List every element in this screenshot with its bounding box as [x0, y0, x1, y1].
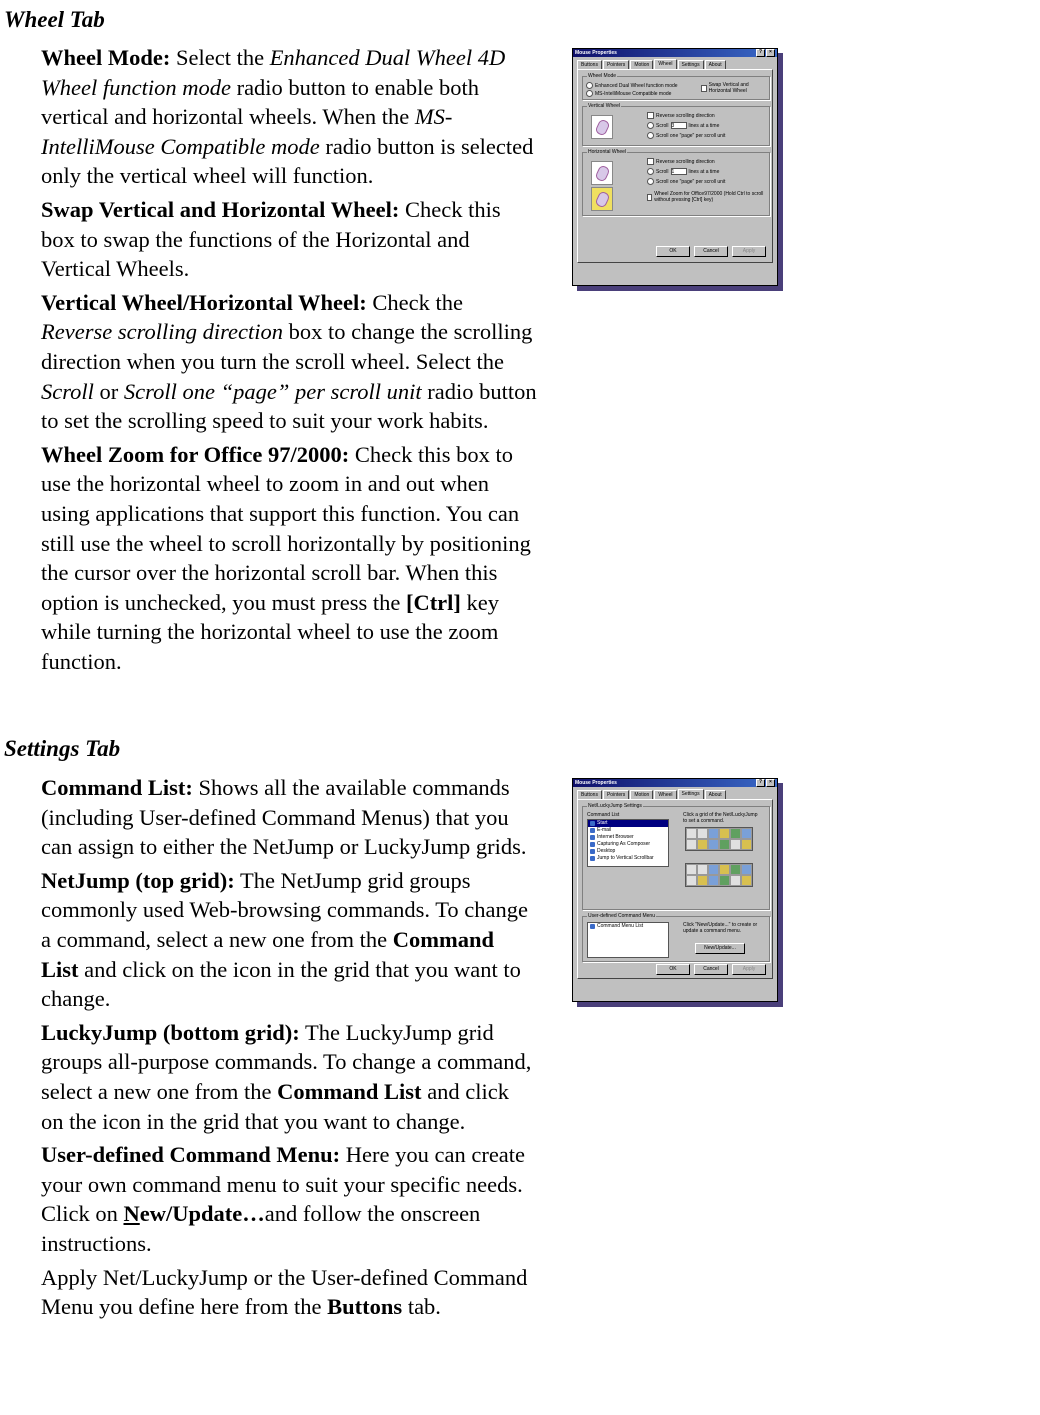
page-vertical-radio[interactable]: Scroll one "page" per scroll unit [647, 132, 725, 139]
luckyjump-grid[interactable] [685, 863, 753, 887]
menu-icon [590, 924, 595, 929]
bold-run: N [123, 1201, 140, 1227]
italic-run: Reverse scrolling direction [41, 319, 284, 345]
text-run: radio button to set the scrolling speed to suit your work habits. [41, 378, 537, 434]
italic-run: Scroll one “page” per scroll unit [123, 378, 422, 404]
text-run: Check this box to swap the functions of the Horizontal and Vertical Wheels. [41, 196, 501, 282]
bold-run: Wheel Zoom for Office 97/2000: [41, 441, 350, 467]
window-title: Mouse Properties [575, 50, 617, 56]
scroll-vertical-radio[interactable]: Scroll 3 lines at a time [647, 122, 719, 129]
tab-settings[interactable]: Settings [678, 60, 704, 69]
bold-run: Command List [277, 1078, 422, 1104]
window-title: Mouse Properties [575, 780, 617, 786]
italic-run: Scroll [41, 378, 94, 404]
paragraph [41, 43, 537, 191]
text-run: Here you can create your own command menu to suit your specific needs. Click on [41, 1142, 526, 1227]
text-run: The NetJump grid groups commonly used Web-browsing commands. To change a command, select a new one from the [41, 867, 528, 952]
bold-run: Swap Vertical and Horizontal Wheel: [41, 196, 400, 222]
tab-settings[interactable]: Settings [678, 789, 704, 799]
bold-run: Wheel Mode: [41, 45, 171, 70]
wheel-tab-text [41, 43, 537, 680]
paragraph [41, 866, 537, 1014]
tab-motion[interactable]: Motion [630, 60, 653, 69]
horizontal-lines-field[interactable]: 1 [671, 168, 687, 175]
wheel-tab-screenshot [572, 48, 778, 286]
text-run: box to change the scrolling direction when you turn the scroll wheel. Select the [41, 319, 533, 374]
cancel-button[interactable]: Cancel [694, 246, 728, 257]
wheel-mode-group [582, 73, 770, 100]
paragraph [41, 195, 537, 284]
reverse-vertical-check[interactable]: Reverse scrolling direction [647, 112, 715, 119]
paragraph [41, 1140, 537, 1258]
horizontal-wheel-group [582, 149, 770, 216]
user-menu-hint: Click "New/Update..." to create or update a command menu. [683, 922, 758, 934]
user-menu-label: User-defined Command Menu [588, 913, 655, 919]
text-run: Apply Net/LuckyJump or the User-defined Command Menu you define here from the [41, 1264, 528, 1320]
wheel-zoom-check[interactable]: Wheel Zoom for Office97/2000 (Hold Ctrl to scroll without pressing [Ctrl] key) [647, 191, 765, 203]
text-run: Shows all the available commands (including User-defined Command Menus) that you can assign to either the NetJump or LuckyJump grids. [41, 775, 527, 860]
ms-mode-radio[interactable]: MS-IntelliMouse Compatible mode [586, 90, 671, 97]
command-icon [590, 856, 595, 861]
window-titlebar [573, 779, 777, 787]
bold-run: Vertical Wheel/Horizontal Wheel: [41, 289, 367, 315]
text-run: radio button to enable both vertical and horizontal wheels. When the [41, 74, 480, 130]
bold-run: ew/Update… [139, 1201, 265, 1227]
tab-strip [573, 57, 777, 69]
command-icon [590, 828, 595, 833]
bold-run: Buttons [327, 1294, 403, 1320]
settings-tab-text [41, 773, 537, 1326]
vertical-lines-field[interactable]: 3 [671, 122, 687, 129]
reverse-horizontal-check[interactable]: Reverse scrolling direction [647, 158, 715, 165]
close-icon[interactable]: × [766, 49, 775, 57]
window-titlebar [573, 49, 777, 57]
list-item[interactable]: Desktop [588, 848, 668, 855]
vertical-wheel-label: Vertical Wheel [588, 103, 620, 109]
list-item[interactable]: E-mail [588, 827, 668, 834]
text-run: or [93, 378, 124, 404]
settings-tab-heading: Settings Tab [4, 736, 121, 761]
list-item[interactable]: Jump to Vertical Scrollbar [588, 855, 668, 862]
text-run: and follow the onscreen instructions. [41, 1201, 481, 1256]
horizontal-wheel-label: Horizontal Wheel [588, 149, 627, 155]
tab-buttons[interactable]: Buttons [577, 790, 602, 799]
text-run: key while turning the horizontal wheel to use the zoom function. [41, 589, 500, 674]
apply-button[interactable]: Apply [732, 246, 766, 257]
list-item[interactable]: Command Menu List [588, 923, 668, 930]
tab-pointers[interactable]: Pointers [603, 790, 629, 799]
paragraph [41, 288, 537, 436]
tab-pointers[interactable]: Pointers [603, 60, 629, 69]
bold-run: LuckyJump (bottom grid): [41, 1019, 300, 1045]
cancel-button[interactable]: Cancel [694, 964, 728, 975]
bold-run: [Ctrl] [405, 589, 461, 615]
enhanced-mode-radio[interactable]: Enhanced Dual Wheel function mode [586, 82, 678, 89]
tab-wheel[interactable]: Wheel [654, 59, 676, 69]
page-horizontal-radio[interactable]: Scroll one "page" per scroll unit [647, 178, 725, 185]
vertical-wheel-group [582, 103, 770, 146]
help-icon[interactable]: ? [756, 49, 765, 57]
user-menu-group [582, 913, 770, 962]
netjump-grid[interactable] [685, 827, 753, 851]
vertical-mouse-icon [591, 115, 613, 139]
bold-run: Command List: [41, 775, 193, 800]
ok-button[interactable]: OK [656, 964, 690, 975]
horizontal-mouse-icon [591, 161, 613, 185]
text-run: tab. [402, 1294, 441, 1320]
apply-button[interactable]: Apply [732, 964, 766, 975]
command-list-label: Command List [587, 812, 620, 818]
ok-button[interactable]: OK [656, 246, 690, 257]
grid-hint: Click a grid of the Net/LuckyJump to set a command. [683, 812, 758, 824]
jump-settings-label: Net/LuckyJump Settings [588, 803, 642, 809]
paragraph [41, 1263, 537, 1322]
command-list[interactable] [587, 819, 669, 867]
paragraph [41, 1018, 537, 1136]
wheel-mode-label: Wheel Mode [588, 73, 617, 79]
list-item[interactable]: Capturing As Composer [588, 841, 668, 848]
tab-about[interactable]: About [705, 60, 726, 69]
text-run: and click on the icon in the grid that you want to change. [41, 956, 521, 1012]
text-run: and click on the icon in the grid that you want to change. [41, 1078, 510, 1134]
tab-strip [573, 787, 777, 799]
wheel-panel [577, 69, 773, 263]
settings-panel [577, 799, 773, 979]
swap-wheel-check[interactable]: Swap Vertical and Horizontal Wheel [701, 82, 767, 94]
new-update-button[interactable]: New/Update... [695, 943, 745, 954]
text-run: Check the [366, 289, 463, 315]
list-item[interactable]: Internet Browser [588, 834, 668, 841]
command-icon [590, 835, 595, 840]
tab-buttons[interactable]: Buttons [577, 60, 602, 69]
command-icon [590, 849, 595, 854]
text-run: The LuckyJump grid groups all-purpose commands. To change a command, select a new one from the [41, 1019, 532, 1104]
text-run: Check this box to use the horizontal wheel to zoom in and out when using applications that support this function. You can still use the wheel to scroll horizontally by positioning the cursor over the horizontal scroll bar. When this option is unchecked, you must press the [41, 441, 531, 615]
bold-run: NetJump (top grid): [41, 867, 235, 893]
paragraph [41, 773, 537, 862]
text-run: Select the [170, 45, 270, 70]
close-icon[interactable]: × [766, 779, 775, 787]
tab-about[interactable]: About [705, 790, 726, 799]
italic-run: MS-IntelliMouse Compatible mode [41, 104, 453, 159]
text-run: radio button is selected only the vertical wheel will function. [41, 133, 534, 189]
zoom-icon [591, 187, 613, 211]
bold-run: Command List [41, 926, 495, 982]
help-icon[interactable]: ? [756, 779, 765, 787]
command-icon [590, 821, 595, 826]
wheel-tab-heading: Wheel Tab [4, 7, 105, 32]
bold-run: User-defined Command Menu: [41, 1142, 341, 1168]
tab-wheel[interactable]: Wheel [654, 790, 676, 799]
user-menu-list[interactable] [587, 922, 669, 958]
scroll-horizontal-radio[interactable]: Scroll 1 lines at a time [647, 168, 719, 175]
list-item[interactable]: Start [588, 820, 668, 827]
italic-run: Enhanced Dual Wheel 4D Wheel function mode [41, 45, 506, 100]
paragraph [41, 440, 537, 677]
settings-tab-screenshot [572, 778, 778, 1002]
tab-motion[interactable]: Motion [630, 790, 653, 799]
command-icon [590, 842, 595, 847]
jump-settings-group [582, 803, 770, 910]
